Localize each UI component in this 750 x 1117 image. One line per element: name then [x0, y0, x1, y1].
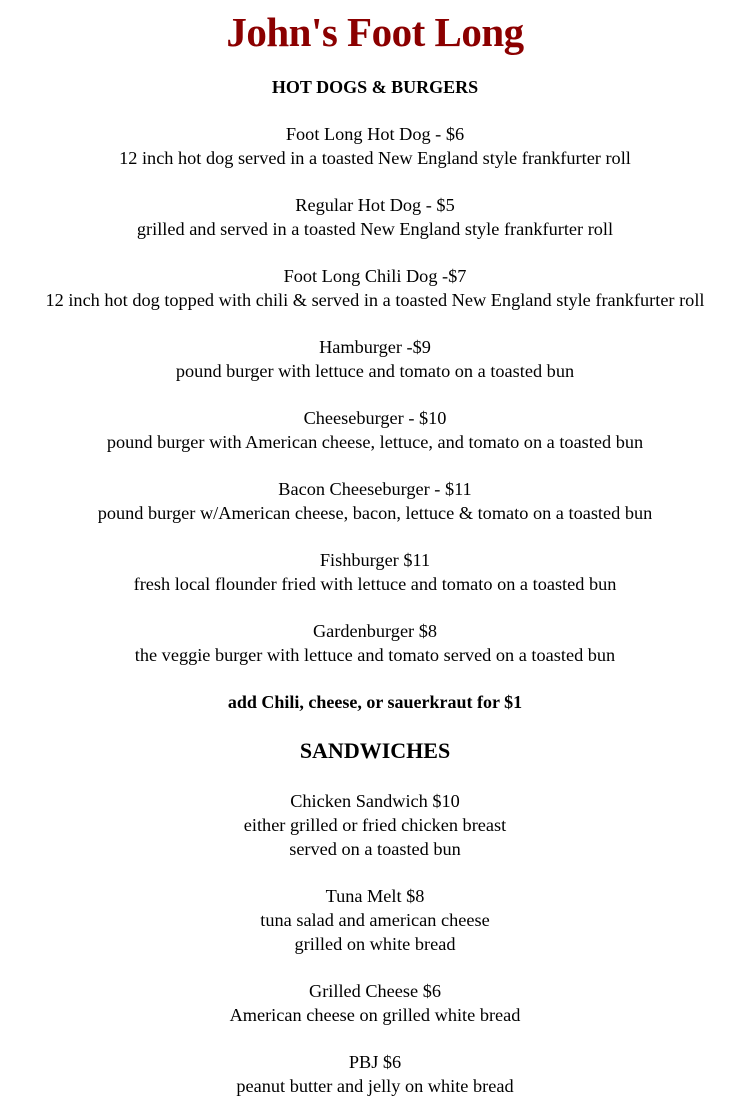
menu-item-name-price: Hamburger -$9 — [319, 337, 431, 357]
menu-item — [0, 548, 750, 596]
menu-section — [0, 75, 750, 714]
menu-item-description: the veggie burger with lettuce and tomato served on a toasted bun — [134, 645, 616, 665]
menu-item-name-price: Regular Hot Dog - $5 — [295, 195, 455, 215]
menu-item — [0, 789, 750, 861]
menu-item-description: served on a toasted bun — [289, 839, 461, 859]
menu-item — [0, 477, 750, 525]
menu-item — [0, 1050, 750, 1098]
menu-item-description: fresh local flounder fried with lettuce and tomato on a toasted bun — [133, 574, 617, 594]
menu-item-name-price: Cheeseburger - $10 — [303, 408, 447, 428]
menu-item-description: peanut butter and jelly on white bread — [236, 1076, 514, 1096]
menu-item-name-price: PBJ $6 — [348, 1052, 402, 1072]
menu-item-description: grilled on white bread — [294, 934, 456, 954]
menu-item-description: tuna salad and american cheese — [260, 910, 490, 930]
menu-item-name-price: Bacon Cheeseburger - $11 — [278, 479, 472, 499]
section-heading: HOT DOGS & BURGERS — [271, 77, 479, 97]
menu-item — [0, 193, 750, 241]
menu-item — [0, 619, 750, 667]
menu-item-description: pound burger with American cheese, lettuce, and tomato on a toasted bun — [106, 432, 644, 452]
menu-item — [0, 884, 750, 956]
menu-item-description: pound burger with lettuce and tomato on a toasted bun — [175, 361, 575, 381]
menu-item — [0, 406, 750, 454]
add-on-note: add Chili, cheese, or sauerkraut for $1 — [227, 692, 523, 712]
restaurant-title: John's Foot Long — [226, 9, 524, 55]
menu-item-name-price: Chicken Sandwich $10 — [290, 791, 460, 811]
menu-item-name-price: Gardenburger $8 — [312, 621, 438, 641]
menu-page — [0, 2, 750, 1098]
menu-item-description: American cheese on grilled white bread — [229, 1005, 521, 1025]
section-heading: SANDWICHES — [299, 738, 451, 763]
menu-item-description: 12 inch hot dog topped with chili & served in a toasted New England style frankfurter roll — [45, 290, 705, 310]
menu-item — [0, 264, 750, 312]
menu-item-description: 12 inch hot dog served in a toasted New England style frankfurter roll — [119, 148, 631, 168]
menu-item-name-price: Fishburger $11 — [319, 550, 431, 570]
menu-item-description: pound burger w/American cheese, bacon, lettuce & tomato on a toasted bun — [97, 503, 653, 523]
menu-item-name-price: Grilled Cheese $6 — [309, 981, 441, 1001]
menu-item-name-price: Foot Long Hot Dog - $6 — [285, 124, 465, 144]
menu-item-description: either grilled or fried chicken breast — [243, 815, 507, 835]
menu-item — [0, 122, 750, 170]
menu-item-description: grilled and served in a toasted New England style frankfurter roll — [136, 219, 614, 239]
menu-item — [0, 335, 750, 383]
menu-item — [0, 979, 750, 1027]
menu-item-name-price: Tuna Melt $8 — [325, 886, 425, 906]
menu-section — [0, 736, 750, 1098]
menu-item-name-price: Foot Long Chili Dog -$7 — [283, 266, 467, 286]
